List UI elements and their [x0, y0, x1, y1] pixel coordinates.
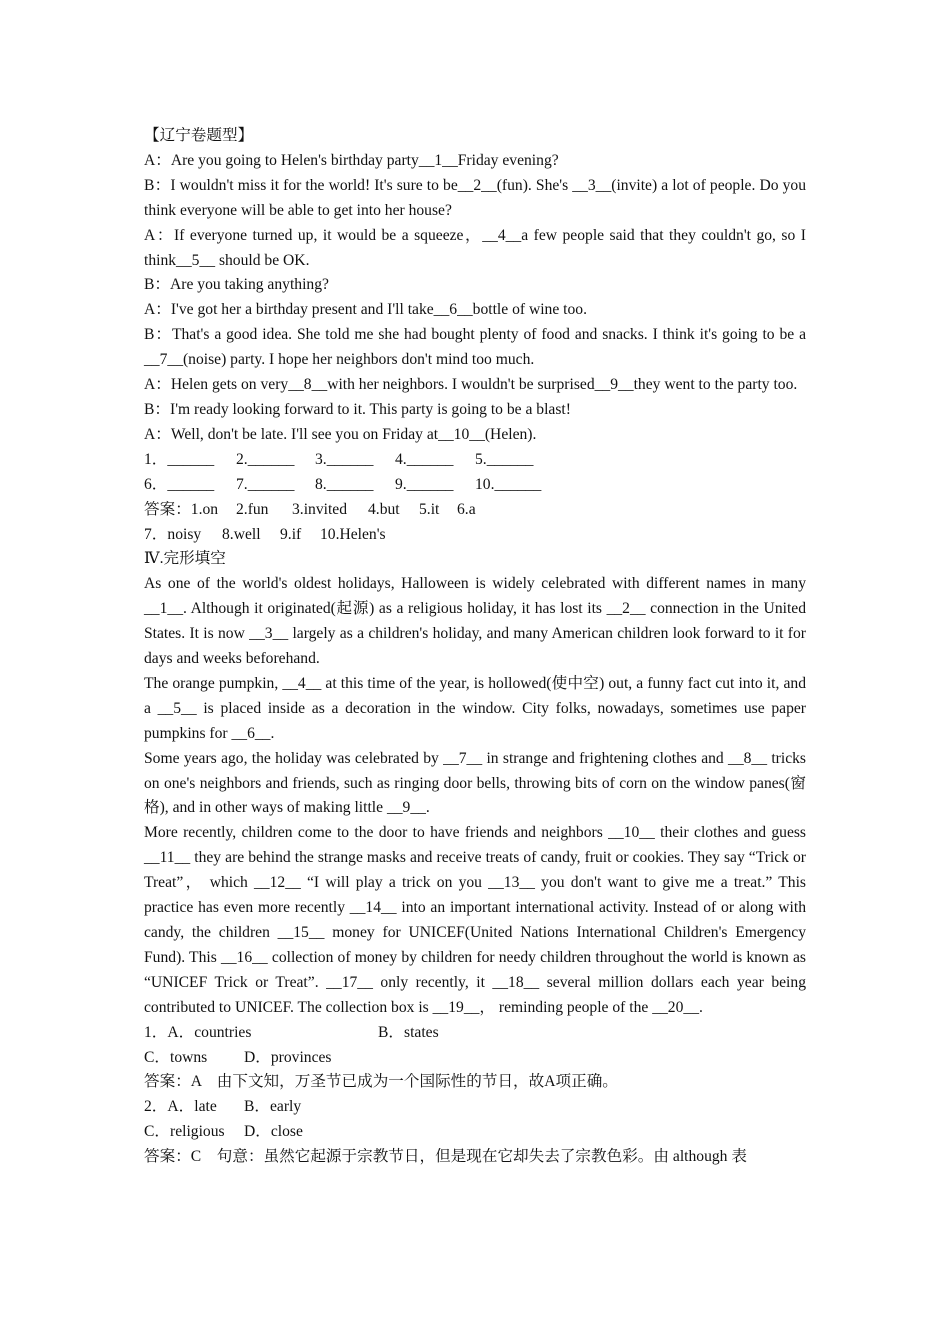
blank-item: 10.______: [475, 475, 542, 493]
option-a: 1．A．countries: [144, 1023, 252, 1041]
blanks-row-1: [144, 448, 806, 473]
dialogue-line: B：I wouldn't miss it for the world! It's sure to be__2__(fun). She's __3__(invite) a lot of people. Do you think everyone will be able to get into her house?: [144, 176, 806, 219]
blank-item: 2.______: [236, 450, 295, 468]
answer-key-line-2: [144, 523, 806, 548]
answer-key-line-1: [144, 498, 806, 523]
passage-paragraph: Some years ago, the holiday was celebrated by __7__ in strange and frightening clothes and __8__ tricks on one's neighbors and friends, such as ringing door bells, throwing bits of corn on the window panes(窗格), and in other ways of making little __9__.: [144, 749, 806, 817]
document-page: [144, 124, 806, 1170]
dialogue: [144, 149, 806, 448]
answer-explanation: 答案：A 由下文知，万圣节已成为一个国际性的节日，故A项正确。: [144, 1073, 618, 1091]
options-row: [144, 1046, 806, 1071]
answer-item: 7．noisy: [144, 525, 202, 543]
blank-item: 7.______: [236, 475, 295, 493]
passage-paragraph: The orange pumpkin, __4__ at this time of the year, is hollowed(使中空) out, a funny fact cut into it, and a __5__ is placed inside as a decoration in the window. City folks, nowadays, sometimes use paper pumpkins for __6__.: [144, 674, 806, 742]
dialogue-line: A：Well, don't be late. I'll see you on Friday at__10__(Helen).: [144, 425, 537, 443]
answer-item: 5.it: [419, 500, 440, 518]
blank-item: 6．______: [144, 475, 215, 493]
option-a: 2．A．late: [144, 1098, 217, 1116]
blanks-row-2: [144, 473, 806, 498]
options-row: [144, 1120, 806, 1145]
answer-item: 4.but: [368, 500, 400, 518]
blank-item: 5.______: [475, 450, 534, 468]
dialogue-line: A：If everyone turned up, it would be a squeeze，__4__a few people said that they couldn't go, so I think__5__ should be OK.: [144, 226, 806, 269]
answer-item: 3.invited: [292, 500, 348, 518]
dialogue-line: B：I'm ready looking forward to it. This party is going to be a blast!: [144, 400, 571, 418]
question-2: [144, 1095, 806, 1170]
passage-paragraph: More recently, children come to the door to have friends and neighbors __10__ their clothes and guess __11__ they are behind the strange masks and receive treats of candy, fruit or cookies. They say “Trick or Treat”， which __12__ “I will play a trick on you __13__ you don't want to give me a treat.” This practice has even more recently __14__ into an important international activity. Instead of or along with candy, the children __15__ money for UNICEF(United Nations International Children's Emergency Fund). This __16__ collection of money by children for needy children throughout the world is known as “UNICEF Trick or Treat”. __17__ only recently, it __18__ several million dollars each year being contributed to UNICEF. The collection box is __19__， reminding people of the __20__.: [144, 824, 806, 1016]
blank-item: 3.______: [315, 450, 374, 468]
dialogue-line: B：That's a good idea. She told me she had bought plenty of food and snacks. I think it's going to be a __7__(noise) party. I hope her neighbors don't mind too much.: [144, 326, 806, 369]
section-header: 【辽宁卷题型】: [144, 127, 254, 144]
options-row: [144, 1095, 806, 1120]
dialogue-line: A：I've got her a birthday present and I'll take__6__bottle of wine too.: [144, 301, 587, 319]
option-b: B．early: [244, 1098, 302, 1116]
option-c: C．religious: [144, 1123, 225, 1141]
blank-item: 1．______: [144, 450, 215, 468]
option-c: C．towns: [144, 1048, 208, 1066]
blank-item: 4.______: [395, 450, 454, 468]
dialogue-line: B：Are you taking anything?: [144, 276, 329, 294]
options-row: [144, 1021, 806, 1046]
answer-item: 8.well: [222, 525, 261, 543]
blank-item: 8.______: [315, 475, 374, 493]
question-1: [144, 1021, 806, 1096]
answer-item: 6.a: [457, 500, 476, 518]
dialogue-line: A：Helen gets on very__8__with her neighbors. I wouldn't be surprised__9__they went to the party too.: [144, 376, 798, 394]
cloze-passage: [144, 572, 806, 1020]
blank-item: 9.______: [395, 475, 454, 493]
cloze-heading: Ⅳ.完形填空: [144, 550, 226, 568]
option-d: D．provinces: [244, 1048, 332, 1066]
option-b: B．states: [378, 1023, 439, 1041]
passage-paragraph: As one of the world's oldest holidays, Halloween is widely celebrated with different names in many __1__. Although it originated(起源) as a religious holiday, it has lost its __2__ connection in the United States. It is now __3__ largely as a children's holiday, and many American children look forward to it for days and weeks beforehand.: [144, 575, 806, 668]
answer-item: 答案：1.on: [144, 500, 219, 518]
answer-item: 10.Helen's: [320, 525, 386, 543]
option-d: D．close: [244, 1123, 303, 1141]
answer-item: 2.fun: [236, 500, 269, 518]
answer-item: 9.if: [280, 525, 302, 543]
dialogue-line: A：Are you going to Helen's birthday party__1__Friday evening?: [144, 151, 559, 169]
answer-explanation: 答案：C 句意：虽然它起源于宗教节日，但是现在它却失去了宗教色彩。由 although 表: [144, 1148, 747, 1166]
